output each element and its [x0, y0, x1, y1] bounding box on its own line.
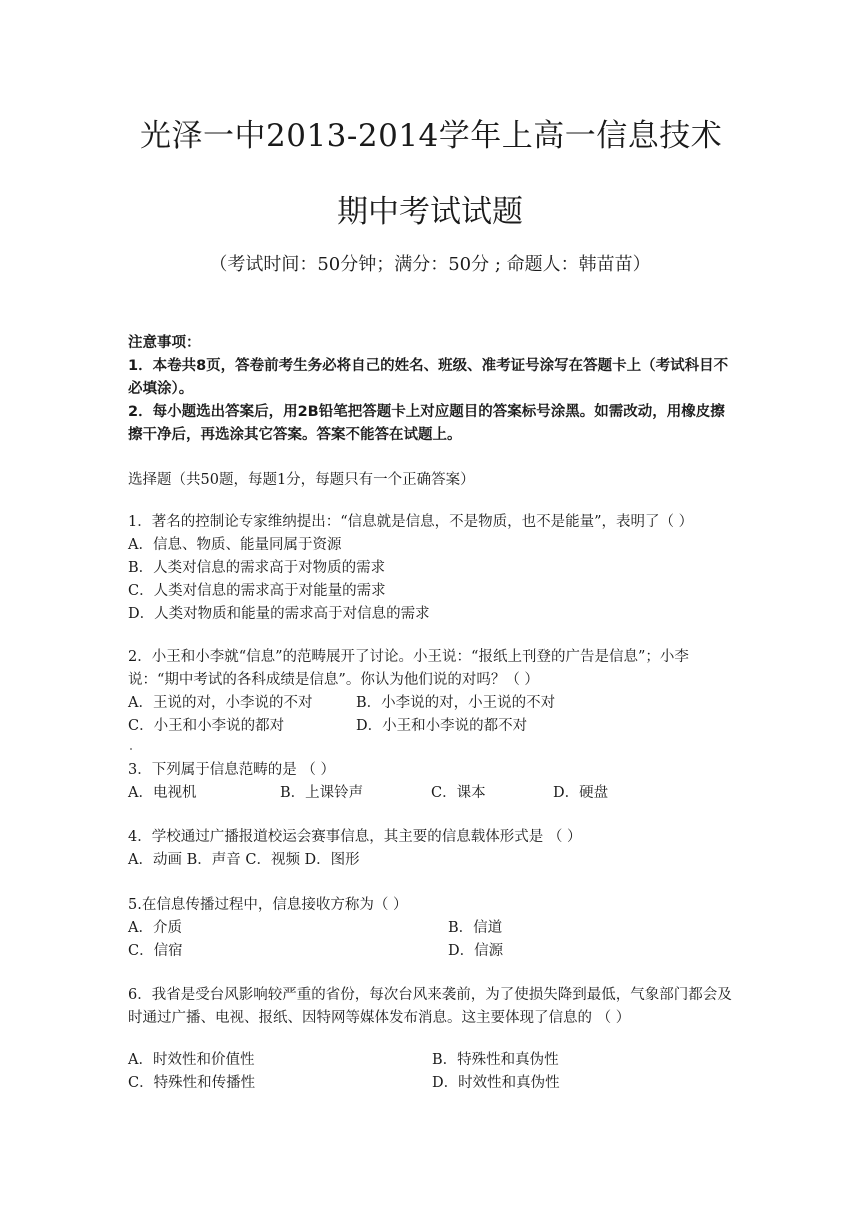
question-2: [128, 646, 738, 738]
option-d: D．信源: [448, 943, 504, 959]
question-stem: 6．我省是受台风影响较严重的省份，每次台风来袭前，为了使损失降到最低，气象部门都会及时通过广播、电视、报纸、因特网等媒体发布消息。这主要体现了信息的 （ ）: [128, 987, 732, 1026]
question-1: [128, 511, 738, 626]
notes-heading: 注意事项：: [128, 335, 201, 351]
option-d: D．小王和小李说的都不对: [356, 718, 528, 734]
exam-title: 光泽一中2013-2014学年上高一信息技术: [140, 118, 723, 154]
option-a: A．时效性和价值性: [128, 1052, 255, 1068]
option-a: A．电视机: [128, 785, 197, 801]
option-c: C．人类对信息的需求高于对能量的需求: [128, 583, 386, 599]
question-stem: 4．学校通过广播报道校运会赛事信息，其主要的信息载体形式是 （ ）: [128, 829, 582, 845]
question-5: [128, 894, 738, 963]
notes-block: [128, 332, 738, 447]
option-d: D．人类对物质和能量的需求高于对信息的需求: [128, 606, 430, 622]
option-a: A．王说的对，小李说的不对: [128, 695, 313, 711]
option-b: B．人类对信息的需求高于对物质的需求: [128, 560, 386, 576]
question-3: [128, 759, 738, 805]
option-d: D．时效性和真伪性: [432, 1075, 560, 1091]
option-c: C．课本: [431, 785, 486, 801]
question-6: [128, 984, 738, 1095]
option-c: C．信宿: [128, 943, 183, 959]
question-stem: 2．小王和小李就“信息”的范畴展开了讨论。小王说：“报纸上刊登的广告是信息”；小李说：“期中考试的各科成绩是信息”。你认为他们说的对吗？（ ）: [128, 649, 689, 688]
exam-info: （考试时间：50分钟；满分：50分 ; 命题人：韩苗苗）: [209, 254, 651, 275]
question-stem: 5.在信息传播过程中，信息接收方称为（ ）: [128, 897, 408, 913]
option-c: C．小王和小李说的都对: [128, 718, 285, 734]
exam-subtitle-title: 期中考试试题: [337, 194, 523, 230]
stray-dot: [130, 748, 132, 750]
option-b: B．上课铃声: [280, 785, 364, 801]
option-d: D．硬盘: [553, 785, 609, 801]
options-line: A．动画 B．声音 C．视频 D．图形: [128, 852, 360, 868]
question-4: [128, 826, 738, 872]
option-b: B．小李说的对，小王说的不对: [356, 695, 556, 711]
option-c: C．特殊性和传播性: [128, 1075, 256, 1091]
section-header: 选择题（共50题，每题1分，每题只有一个正确答案）: [128, 472, 475, 488]
question-stem: 1．著名的控制论专家维纳提出：“信息就是信息，不是物质，也不是能量”，表明了（ ）: [128, 514, 694, 530]
question-stem: 3．下列属于信息范畴的是 （ ）: [128, 762, 335, 778]
notes-item-1: 1．本卷共8页，答卷前考生务必将自己的姓名、班级、准考证号涂写在答题卡上（考试科目不必填涂）。: [128, 358, 729, 397]
notes-item-2: 2．每小题选出答案后，用2B铅笔把答题卡上对应题目的答案标号涂黑。如需改动，用橡皮擦擦干净后，再选涂其它答案。答案不能答在试题上。: [128, 404, 725, 443]
option-a: A．介质: [128, 920, 182, 936]
option-b: B．特殊性和真伪性: [432, 1052, 559, 1068]
option-a: A．信息、物质、能量同属于资源: [128, 537, 342, 553]
option-b: B．信道: [448, 920, 503, 936]
